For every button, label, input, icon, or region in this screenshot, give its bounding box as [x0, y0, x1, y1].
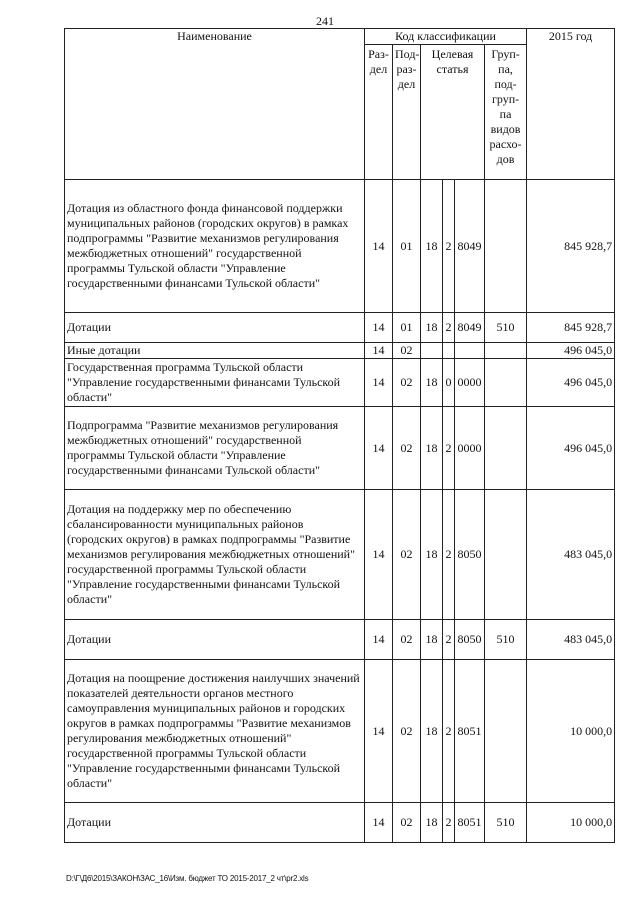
row-group [485, 359, 527, 407]
row-name: Государственная программа Тульской области "Управление государственными финансами Тульской области" [65, 359, 365, 407]
row-name: Дотация из областного фонда финансовой поддержки муниципальных районов (городских округов) в рамках подпрограммы "Развитие механизмов регулирования межбюджетных отношений" государственной программы Тульской области "Управление государственными финансами Тульской области" [65, 180, 365, 313]
row-target-subprogram: 2 [443, 313, 455, 343]
header-razdel: Раз- дел [365, 45, 393, 180]
row-target-program: 18 [421, 660, 443, 803]
row-target-program: 18 [421, 803, 443, 843]
row-amount: 845 928,7 [527, 313, 615, 343]
row-razdel: 14 [365, 407, 393, 490]
row-target-program: 18 [421, 620, 443, 660]
row-name: Дотации [65, 313, 365, 343]
row-target-program: 18 [421, 359, 443, 407]
row-razdel: 14 [365, 620, 393, 660]
budget-table [64, 28, 615, 843]
row-name: Дотации [65, 803, 365, 843]
row-target-program: 18 [421, 407, 443, 490]
row-razdel: 14 [365, 343, 393, 359]
table-row [65, 313, 615, 343]
row-amount: 483 045,0 [527, 620, 615, 660]
header-row-top [65, 29, 615, 45]
table-row [65, 803, 615, 843]
footer-path: D:\Г\Д6\2015\ЗАКОН\ЗАС_16\Изм. бюджет ТО 2015-2017_2 чт\pr2.xls [66, 874, 309, 883]
table-row [65, 490, 615, 620]
table-row [65, 407, 615, 490]
row-name: Дотации [65, 620, 365, 660]
row-target-subprogram: 2 [443, 490, 455, 620]
row-target-program: 18 [421, 313, 443, 343]
row-target-direction: 8049 [455, 313, 485, 343]
table-row [65, 660, 615, 803]
row-amount: 496 045,0 [527, 359, 615, 407]
row-razdel: 14 [365, 359, 393, 407]
row-group: 510 [485, 803, 527, 843]
row-razdel: 14 [365, 490, 393, 620]
row-name: Дотация на поощрение достижения наилучших значений показателей деятельности органов местного самоуправления муниципальных районов и городских округов в рамках подпрограммы "Развитие механизмов регулирования межбюджетных отношений" государственной программы Тульской области "Управление государственными финансами Тульской области" [65, 660, 365, 803]
row-target-subprogram: 2 [443, 803, 455, 843]
table-row [65, 180, 615, 313]
row-target-subprogram: 2 [443, 660, 455, 803]
row-amount: 496 045,0 [527, 407, 615, 490]
row-amount: 845 928,7 [527, 180, 615, 313]
row-podrazdel: 02 [393, 490, 421, 620]
page-number: 241 [316, 14, 334, 28]
table-row [65, 343, 615, 359]
row-name: Иные дотации [65, 343, 365, 359]
header-group: Груп- па, под- груп- па видов расхо- дов [485, 45, 527, 180]
row-podrazdel: 02 [393, 803, 421, 843]
row-group [485, 407, 527, 490]
row-target-subprogram [443, 343, 455, 359]
row-target-subprogram: 0 [443, 359, 455, 407]
row-group [485, 660, 527, 803]
row-target-direction: 8050 [455, 490, 485, 620]
row-group: 510 [485, 620, 527, 660]
header-classification: Код классификации [365, 29, 527, 45]
row-target-subprogram: 2 [443, 180, 455, 313]
row-podrazdel: 02 [393, 620, 421, 660]
row-razdel: 14 [365, 180, 393, 313]
row-target-direction: 0000 [455, 407, 485, 490]
row-razdel: 14 [365, 660, 393, 803]
row-target-direction: 8051 [455, 803, 485, 843]
row-podrazdel: 02 [393, 359, 421, 407]
row-target-program: 18 [421, 180, 443, 313]
row-amount: 496 045,0 [527, 343, 615, 359]
row-group [485, 343, 527, 359]
row-amount: 483 045,0 [527, 490, 615, 620]
row-podrazdel: 02 [393, 660, 421, 803]
row-target-subprogram: 2 [443, 620, 455, 660]
row-target-direction: 8050 [455, 620, 485, 660]
row-target-direction: 8049 [455, 180, 485, 313]
row-razdel: 14 [365, 313, 393, 343]
row-name: Подпрограмма "Развитие механизмов регулирования межбюджетных отношений" государственной программы Тульской области "Управление государственными финансами Тульской области" [65, 407, 365, 490]
header-year: 2015 год [527, 29, 615, 180]
row-target-direction: 8051 [455, 660, 485, 803]
header-target: Целевая статья [421, 45, 485, 180]
header-podrazdel: Под- раз- дел [393, 45, 421, 180]
row-podrazdel: 02 [393, 407, 421, 490]
row-target-direction [455, 343, 485, 359]
row-group: 510 [485, 313, 527, 343]
row-group [485, 490, 527, 620]
row-target-subprogram: 2 [443, 407, 455, 490]
table-row [65, 620, 615, 660]
table-row [65, 359, 615, 407]
row-podrazdel: 01 [393, 180, 421, 313]
row-group [485, 180, 527, 313]
row-name: Дотация на поддержку мер по обеспечению сбалансированности муниципальных районов (городских округов) в рамках подпрограммы "Развитие механизмов регулирования межбюджетных отношений" государственной программы Тульской области "Управление государственными финансами Тульской области" [65, 490, 365, 620]
row-target-program [421, 343, 443, 359]
row-podrazdel: 02 [393, 343, 421, 359]
row-razdel: 14 [365, 803, 393, 843]
row-target-direction: 0000 [455, 359, 485, 407]
header-name: Наименование [65, 29, 365, 180]
row-amount: 10 000,0 [527, 803, 615, 843]
row-podrazdel: 01 [393, 313, 421, 343]
row-target-program: 18 [421, 490, 443, 620]
row-amount: 10 000,0 [527, 660, 615, 803]
